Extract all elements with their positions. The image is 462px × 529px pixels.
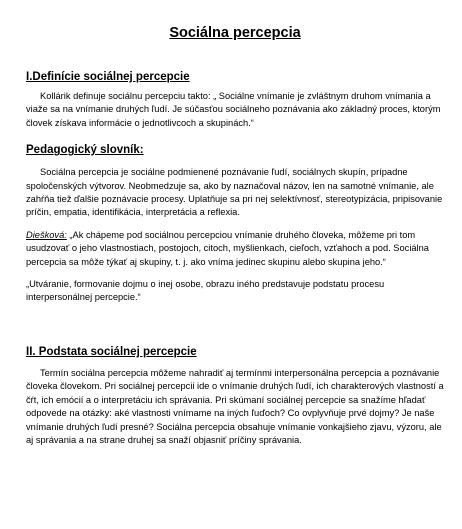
paragraph-impression-formation: „Utváranie, formovanie dojmu o inej osobe, obrazu iného predstavuje podstatu procesu interpersonálnej percepcie.“ (26, 279, 385, 303)
paragraph-kollarik-definition: Kollárik definuje sociálnu percepciu takto: „ Sociálne vnímanie je zvláštnym druhom vnímania a viaže sa na vnímanie druhých ľudí. Je súčasťou sociálneho poznávania ako základný proces, ktorým človek získava informácie o jednotlivcoch a skupinách.“ (26, 91, 441, 128)
paragraph-essence: Termín sociálna percepcia môžeme nahradiť aj termínmi interpersonálna percepcia a poznávanie človeka človekom. Pri sociálnej percepcii ide o vnímanie druhých ľudí, ich charakterových vlastností a čŕt, ich emócií a o interpretáciu ich správania. Pri skúmaní sociálnej percepcie sa snažíme hľadať odpovede na otázky: aké vlastnosti vnímame na iných ľuďoch? Co ovplyvňuje prvé dojmy? Je naše vnímanie druhých ľudí presné? Sociálna percepcia obsahuje vnímanie vonkajšieho zjavu, výzoru, ale aj správania a na strane druhej sa snaží objasniť príčiny správania. (26, 367, 444, 445)
document-title: Sociálna percepcia (169, 25, 301, 41)
quote-text: „Ak chápeme pod sociálnou percepciou vnímanie druhého človeka, môžeme pri tom usudzovať o jeho vlastnostiach, postojoch, citoch, myšlienkach, cieľoch, vzťahoch a pod. Sociálna percepcia sa môže týkať aj skupiny, t. j. ako vníma jedinec skupinu alebo skupina jeho.“ (26, 229, 429, 267)
section-heading-pedagogical-dictionary: Pedagogický slovník: (26, 144, 144, 157)
section-heading-essence: II. Podstata sociálnej percepcie (26, 345, 197, 358)
quote-author-label: Diešková: (26, 229, 67, 240)
paragraph-dictionary-definition: Sociálna percepcia je sociálne podmienené poznávanie ľudí, sociálnych skupín, prípadne spoločenských výtvorov. Neobmedzuje sa, ako by naznačoval názov, len na samotné vnímanie, ale zahŕňa tiež ďalšie poznávacie procesy. Uplatňuje sa pri nej selektívnosť, stereotypizácia, pripisovanie príčin, empatia, identifikácia, interpretácia a reflexia. (26, 167, 443, 218)
paragraph-dieskova-quote (26, 229, 444, 269)
section-heading-definitions: I.Definície sociálnej percepcie (26, 71, 190, 83)
